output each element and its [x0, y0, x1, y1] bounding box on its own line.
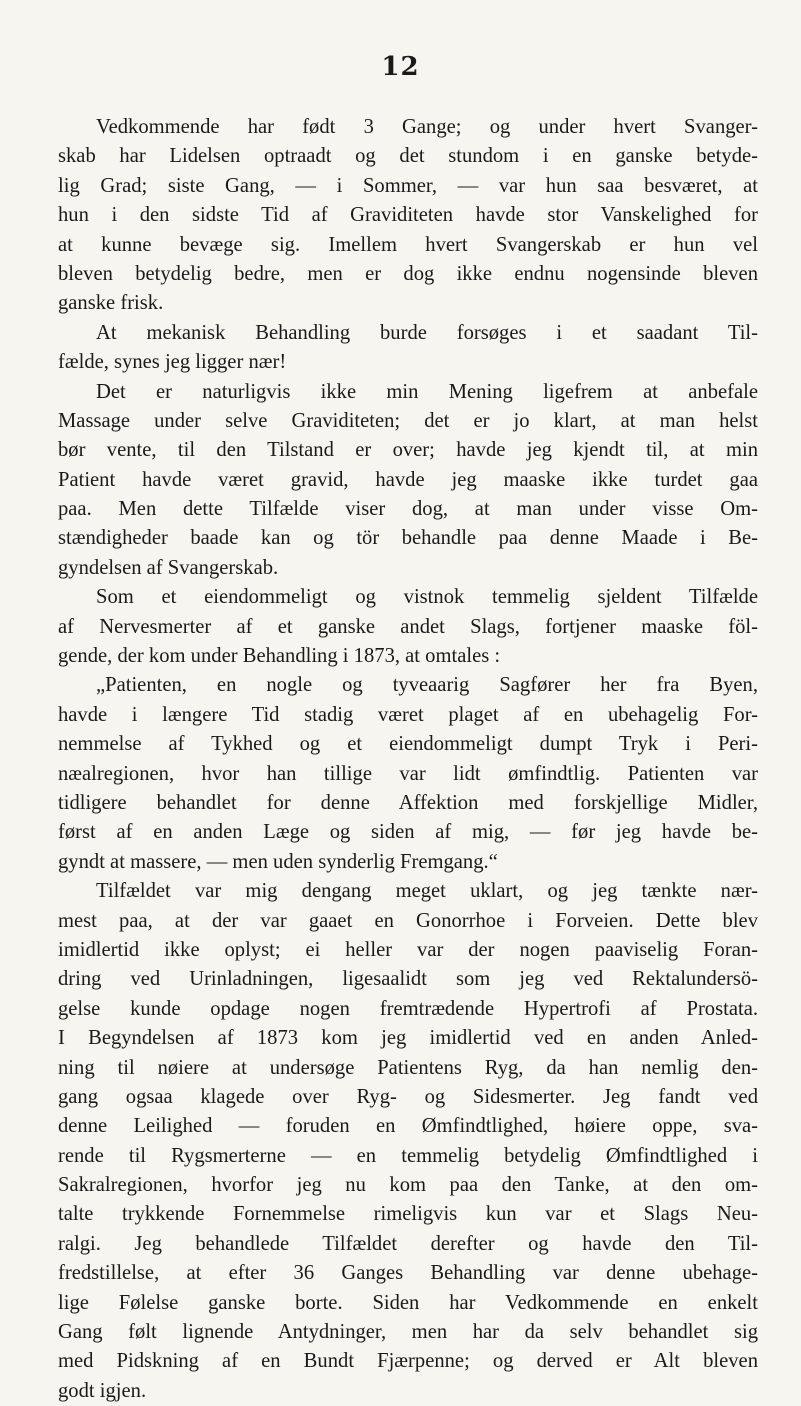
text-line: bør vente, til den Tilstand er over; havde jeg kjendt til, at min	[58, 439, 758, 462]
text-line: ralgi. Jeg behandlede Tilfældet derefter og havde den Til-	[58, 1232, 758, 1255]
text-line: denne Leilighed — foruden en Ømfindtlighed, høiere oppe, sva-	[58, 1115, 758, 1138]
text-line: at kunne bevæge sig. Imellem hvert Svangerskab er hun vel	[58, 233, 758, 256]
text-line: „Patienten, en nogle og tyveaarig Sagfører her fra Byen,	[96, 674, 758, 697]
text-line: imidlertid ikke oplyst; ei heller var der nogen paaviselig Foran-	[58, 938, 758, 961]
text-line: Tilfældet var mig dengang meget uklart, og jeg tænkte nær-	[96, 880, 758, 903]
text-line: gelse kunde opdage nogen fremtrædende Hypertrofi af Prostata.	[58, 997, 758, 1020]
text-line: gyndt at massere, — men uden synderlig Fremgang.“	[58, 850, 498, 873]
text-line: dring ved Urinladningen, ligesaalidt som jeg ved Rektalundersö-	[58, 968, 758, 991]
text-line: Massage under selve Graviditeten; det er jo klart, at man helst	[58, 409, 758, 432]
text-line: talte trykkende Fornemmelse rimeligvis kun var et Slags Neu-	[58, 1203, 758, 1226]
text-line: ganske frisk.	[58, 292, 164, 315]
text-line: paa. Men dette Tilfælde viser dog, at man under visse Om-	[58, 498, 758, 521]
text-line: Som et eiendommeligt og vistnok temmelig sjeldent Tilfælde	[96, 586, 758, 609]
text-line: lig Grad; siste Gang, — i Sommer, — var hun saa besværet, at	[58, 174, 758, 197]
text-line: nemmelse af Tykhed og et eiendommeligt dumpt Tryk i Peri-	[58, 733, 758, 756]
text-line: Patient havde været gravid, havde jeg maaske ikke turdet gaa	[58, 468, 758, 491]
text-line: At mekanisk Behandling burde forsøges i et saadant Til-	[96, 321, 758, 344]
text-line: Sakralregionen, hvorfor jeg nu kom paa den Tanke, at den om-	[58, 1174, 758, 1197]
text-line: mest paa, at der var gaaet en Gonorrhoe i Forveien. Dette blev	[58, 909, 758, 932]
text-line: havde i længere Tid stadig været plaget af en ubehagelig For-	[58, 703, 758, 726]
text-line: gang ogsaa klagede over Ryg- og Sidesmerter. Jeg fandt ved	[58, 1085, 758, 1108]
text-line: næalregionen, hvor han tillige var lidt ømfindtlig. Patienten var	[58, 762, 758, 785]
text-line: først af en anden Læge og siden af mig, — før jeg havde be-	[58, 821, 758, 844]
text-line: rende til Rygsmerterne — en temmelig betydelig Ømfindtlighed i	[58, 1144, 758, 1167]
text-line: lige Følelse ganske borte. Siden har Vedkommende en enkelt	[58, 1291, 758, 1314]
text-line: Gang følt lignende Antydninger, men har da selv behandlet sig	[58, 1321, 758, 1344]
text-line: bleven betydelig bedre, men er dog ikke endnu nogensinde bleven	[58, 262, 758, 285]
text-line: Det er naturligvis ikke min Mening ligefrem at anbefale	[96, 380, 758, 403]
text-line: gende, der kom under Behandling i 1873, at omtales :	[58, 645, 501, 668]
text-line: gyndelsen af Svangerskab.	[58, 556, 279, 579]
text-line: tidligere behandlet for denne Affektion med forskjellige Midler,	[58, 791, 758, 814]
text-line: med Pidskning af en Bundt Fjærpenne; og derved er Alt bleven	[58, 1350, 758, 1373]
text-line: stændigheder baade kan og tör behandle paa denne Maade i Be-	[58, 527, 758, 550]
text-line: af Nervesmerter af et ganske andet Slags, fortjener maaske föl-	[58, 615, 758, 638]
text-line: skab har Lidelsen optraadt og det stundom i en ganske betyde-	[58, 145, 758, 168]
text-body	[58, 113, 758, 1406]
text-line: fredstillelse, at efter 36 Ganges Behandling var denne ubehage-	[58, 1262, 758, 1285]
text-line: fælde, synes jeg ligger nær!	[58, 351, 287, 374]
text-line: I Begyndelsen af 1873 kom jeg imidlertid ved en anden Anled-	[58, 1027, 758, 1050]
page-number: 12	[381, 52, 420, 82]
text-line: hun i den sidste Tid af Graviditeten havde stor Vanskelighed for	[58, 204, 758, 227]
text-line: ning til nøiere at undersøge Patientens Ryg, da han nemlig den-	[58, 1056, 758, 1079]
text-line: Vedkommende har født 3 Gange; og under hvert Svanger-	[96, 116, 758, 138]
text-line: godt igjen.	[58, 1379, 147, 1402]
